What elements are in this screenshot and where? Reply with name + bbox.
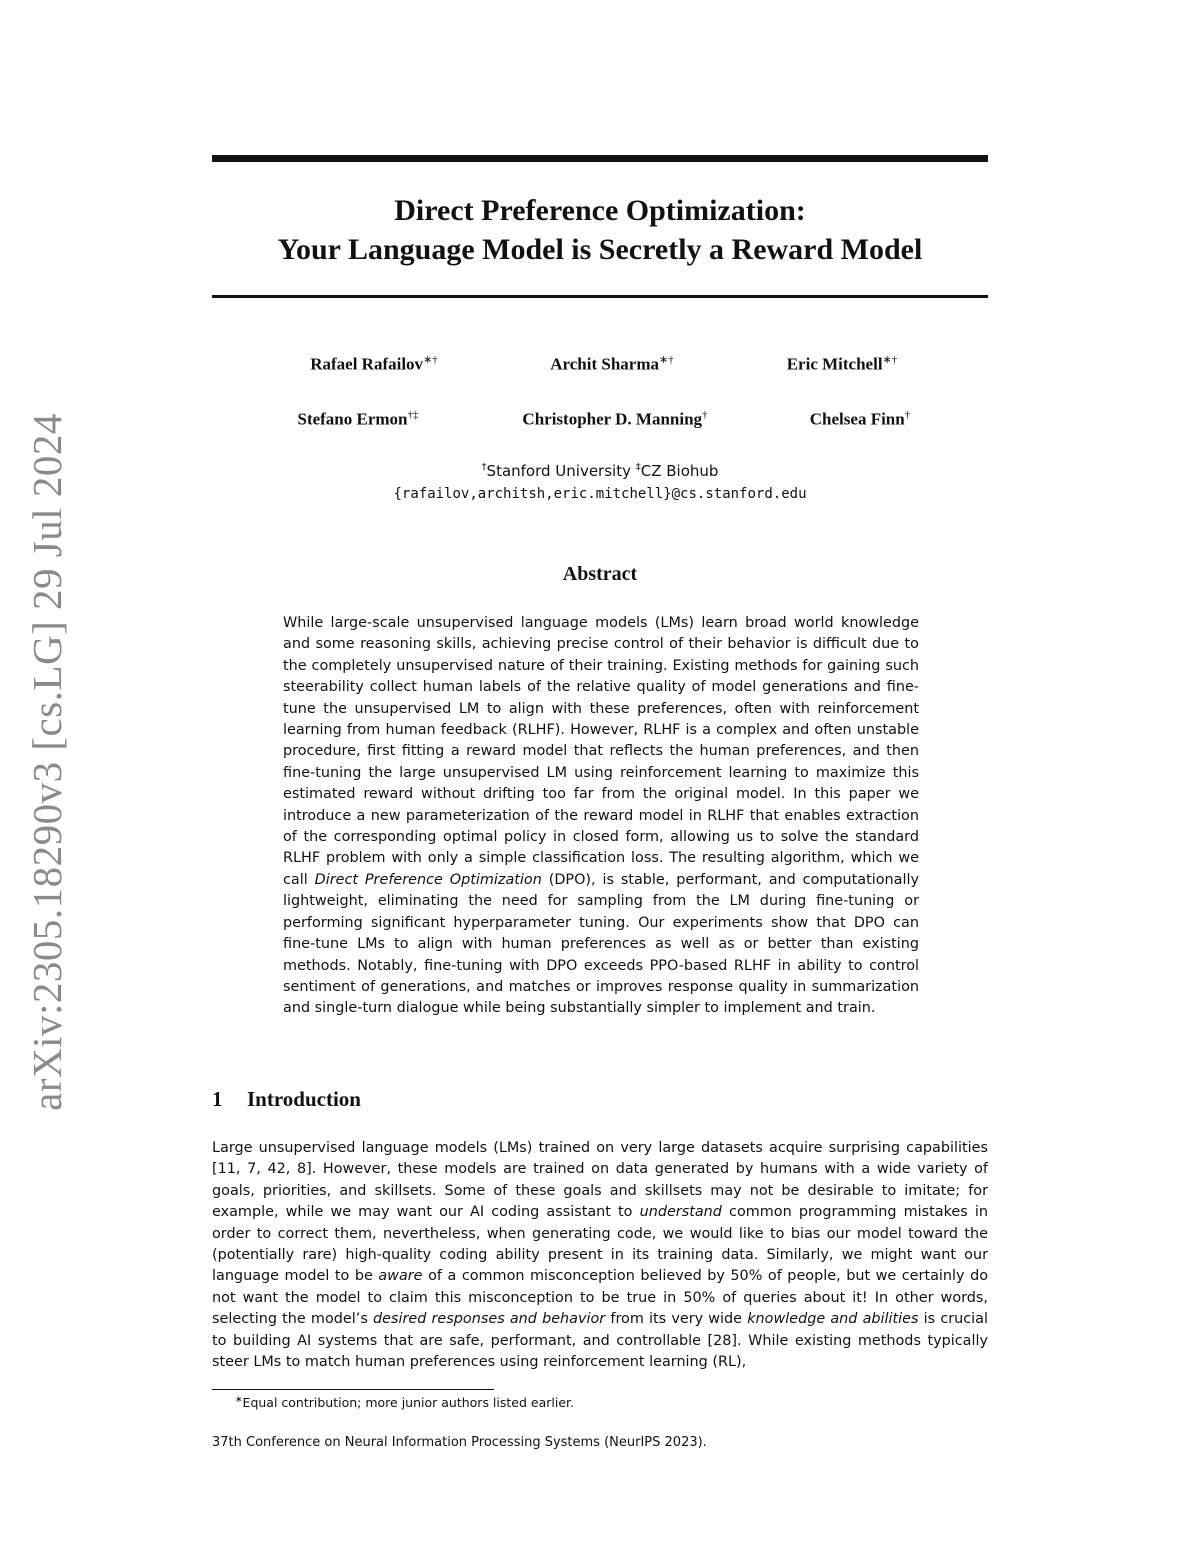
- author-marks: †‡: [407, 409, 419, 421]
- affiliation-czbiohub: CZ Biohub: [640, 462, 719, 480]
- title-bottom-rule: [212, 295, 988, 298]
- footnote-text: Equal contribution; more junior authors listed earlier.: [242, 1395, 574, 1411]
- intro-emphasis: desired responses and behavior: [372, 1311, 606, 1328]
- abstract-text: (DPO), is stable, performant, and computationally lightweight, eliminating the need for sampling from the LM during fine-tuning or performing significant hyperparameter tuning. Our experiments show that DPO can fine-tune LMs to align with human preferences as well as or better than existing methods. Notably, fine-tuning with DPO exceeds PPO-based RLHF in ability to control sentiment of generations, and matches or improves response quality in summarization and single-turn dialogue while being substantially simpler to implement and train.: [283, 871, 919, 1017]
- section-title: Introduction: [247, 1087, 361, 1111]
- affiliation-mark: †: [481, 462, 487, 473]
- author-marks: ∗†: [882, 354, 898, 366]
- intro-text: common programming mistakes in order to correct them, nevertheless, when generating code, we would like to bias our model toward the (potentially rare) high-quality coding ability present in its training data. Similarly, we might want our language model to be: [212, 1204, 988, 1285]
- affiliation-stanford: Stanford University: [486, 462, 636, 480]
- section-heading-introduction: [212, 1087, 361, 1112]
- author-mitchell: [722, 353, 962, 375]
- intro-text: is crucial to building AI systems that are safe, performant, and controllable [28]. While existing methods typically steer LMs to match human preferences using reinforcement learning (RL),: [212, 1311, 988, 1371]
- author-marks: †: [702, 409, 708, 421]
- intro-text: from its very wide: [605, 1311, 748, 1328]
- abstract-emphasis: Direct Preference Optimization: [314, 871, 542, 888]
- author-marks: ∗†: [423, 354, 438, 366]
- abstract-heading: Abstract: [562, 563, 638, 585]
- intro-emphasis: understand: [639, 1204, 722, 1221]
- author-name: Eric Mitchell: [786, 354, 883, 374]
- author-sharma: [492, 353, 732, 375]
- arxiv-identifier-stamp: arXiv:2305.18290v3 [cs.LG] 29 Jul 2024: [24, 413, 70, 1111]
- author-rafailov: [254, 353, 494, 375]
- author-marks: ∗†: [659, 354, 674, 366]
- author-name: Christopher D. Manning: [522, 409, 703, 429]
- title-line-2: Your Language Model is Secretly a Reward Model: [277, 233, 923, 266]
- title-line-1: Direct Preference Optimization:: [394, 194, 806, 227]
- footnote: [235, 1395, 574, 1410]
- abstract-text: While large-scale unsupervised language models (LMs) learn broad world knowledge and some reasoning skills, achieving precise control of their behavior is difficult due to the completely unsupervised nature of their training. Existing methods for gaining such steerability collect human labels of the relative quality of model generations and fine-tune the unsupervised LM to align with these preferences, often with reinforcement learning from human feedback (RLHF). However, RLHF is a complex and often unstable procedure, first fitting a reward model that reflects the human preferences, and then fine-tuning the large unsupervised LM using reinforcement learning to maximize this estimated reward without drifting too far from the original model. In this paper we introduce a new parameterization of the reward model in RLHF that enables extraction of the corresponding optimal policy in closed form, allowing us to solve the standard RLHF problem with only a simple classification loss. The resulting algorithm, which we call: [283, 615, 919, 888]
- author-name: Chelsea Finn: [809, 409, 905, 429]
- author-finn: [740, 409, 980, 430]
- venue-note: 37th Conference on Neural Information Processing Systems (NeurIPS 2023).: [212, 1435, 707, 1450]
- author-ermon: [238, 409, 478, 430]
- author-name: Archit Sharma: [550, 354, 660, 374]
- footnote-rule: [212, 1389, 494, 1390]
- author-manning: [495, 409, 735, 430]
- paper-title: [212, 191, 988, 269]
- intro-emphasis: aware: [378, 1268, 423, 1285]
- author-marks: †: [904, 409, 911, 421]
- affiliation-mark: ‡: [635, 462, 641, 473]
- author-name: Stefano Ermon: [297, 409, 408, 429]
- intro-text: of a common misconception believed by 50% of people, but we certainly do not want the model to claim this misconception to be true in 50% of queries about it! In other words, selecting the model’s: [212, 1268, 989, 1328]
- intro-emphasis: knowledge and abilities: [747, 1311, 919, 1328]
- affiliations: [212, 462, 988, 480]
- intro-text: Large unsupervised language models (LMs) trained on very large datasets acquire surprising capabilities [11, 7, 42, 8]. However, these models are trained on data generated by humans with a wide variety of goals, priorities, and skillsets. Some of these goals and skillsets may not be desirable to imitate; for example, while we may want our AI coding assistant to: [212, 1140, 988, 1221]
- introduction-paragraph: [212, 1138, 988, 1373]
- footnote-mark: ∗: [235, 1395, 243, 1405]
- title-top-rule: [212, 155, 988, 162]
- author-emails: {rafailov,architsh,eric.mitchell}@cs.stanford.edu: [393, 486, 807, 502]
- author-name: Rafael Rafailov: [310, 354, 424, 374]
- abstract-body: [283, 613, 919, 1020]
- section-number: 1: [212, 1087, 223, 1111]
